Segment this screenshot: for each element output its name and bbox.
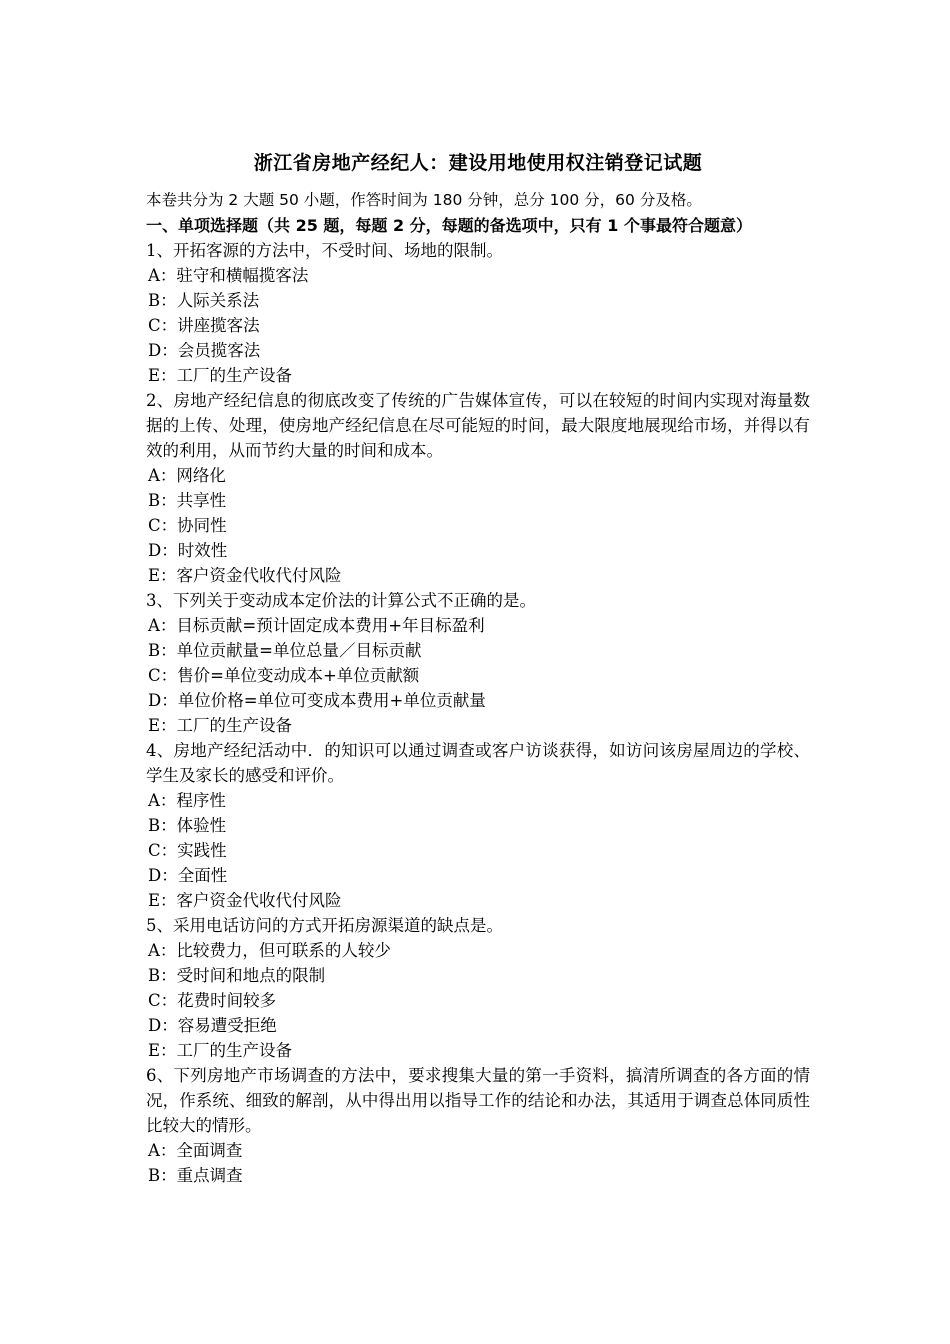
answer-option: A：目标贡献=预计固定成本费用+年目标盈利 [148,616,485,635]
answer-option: D：时效性 [148,541,228,560]
answer-option: C：讲座揽客法 [148,316,260,335]
answer-option: C：实践性 [148,841,227,860]
answer-option: B：人际关系法 [148,291,260,310]
question-list [146,238,810,1188]
answer-option: A：驻守和横幅揽客法 [148,266,309,285]
answer-option: E：客户资金代收代付风险 [148,566,342,585]
answer-option: C：协同性 [148,516,227,535]
answer-option: A：全面调查 [148,1141,243,1160]
question-stem: 4、房地产经纪活动中．的知识可以通过调查或客户访谈获得，如访问该房屋周边的学校、学生及家长的感受和评价。 [146,741,810,785]
answer-option: C：花费时间较多 [148,991,277,1010]
answer-option: D：容易遭受拒绝 [148,1016,277,1035]
answer-option: D：会员揽客法 [148,341,261,360]
answer-option: E：工厂的生产设备 [148,1041,293,1060]
answer-option: A：网络化 [148,466,226,485]
question-stem: 6、下列房地产市场调查的方法中，要求搜集大量的第一手资料，搞清所调查的各方面的情况，作系统、细致的解剖，从中得出用以指导工作的结论和办法，其适用于调查总体同质性比较大的情形。 [146,1066,810,1135]
question-item [146,913,810,1063]
answer-option: B：受时间和地点的限制 [148,966,326,985]
document-page [146,150,810,1188]
question-item [146,388,810,588]
section-heading: 一、单项选择题（共 25 题，每题 2 分，每题的备选项中，只有 1 个事最符合题意） [146,216,752,235]
question-stem: 5、采用电话访问的方式开拓房源渠道的缺点是。 [146,916,503,935]
answer-option: C：售价=单位变动成本+单位贡献额 [148,666,420,685]
document-title: 浙江省房地产经纪人：建设用地使用权注销登记试题 [253,152,703,174]
answer-option: E：工厂的生产设备 [148,366,293,385]
exam-intro: 本卷共分为 2 大题 50 小题，作答时间为 180 分钟，总分 100 分，60 分及格。 [146,191,702,209]
answer-option: B：重点调查 [148,1166,243,1185]
answer-option: A：比较费力，但可联系的人较少 [148,941,391,960]
answer-option: E：工厂的生产设备 [148,716,293,735]
question-item [146,1063,810,1188]
question-item [146,588,810,738]
question-item [146,238,810,388]
question-stem: 2、房地产经纪信息的彻底改变了传统的广告媒体宣传，可以在较短的时间内实现对海量数据的上传、处理，使房地产经纪信息在尽可能短的时间，最大限度地展现给市场，并得以有效的利用，从而节约大量的时间和成本。 [146,391,810,460]
answer-option: B：单位贡献量=单位总量／目标贡献 [148,641,422,660]
answer-option: B：体验性 [148,816,227,835]
question-item [146,738,810,913]
question-stem: 1、开拓客源的方法中，不受时间、场地的限制。 [146,241,503,260]
answer-option: B：共享性 [148,491,227,510]
answer-option: D：全面性 [148,866,228,885]
answer-option: A：程序性 [148,791,226,810]
question-stem: 3、下列关于变动成本定价法的计算公式不正确的是。 [146,591,536,610]
answer-option: D：单位价格=单位可变成本费用+单位贡献量 [148,691,486,710]
answer-option: E：客户资金代收代付风险 [148,891,342,910]
